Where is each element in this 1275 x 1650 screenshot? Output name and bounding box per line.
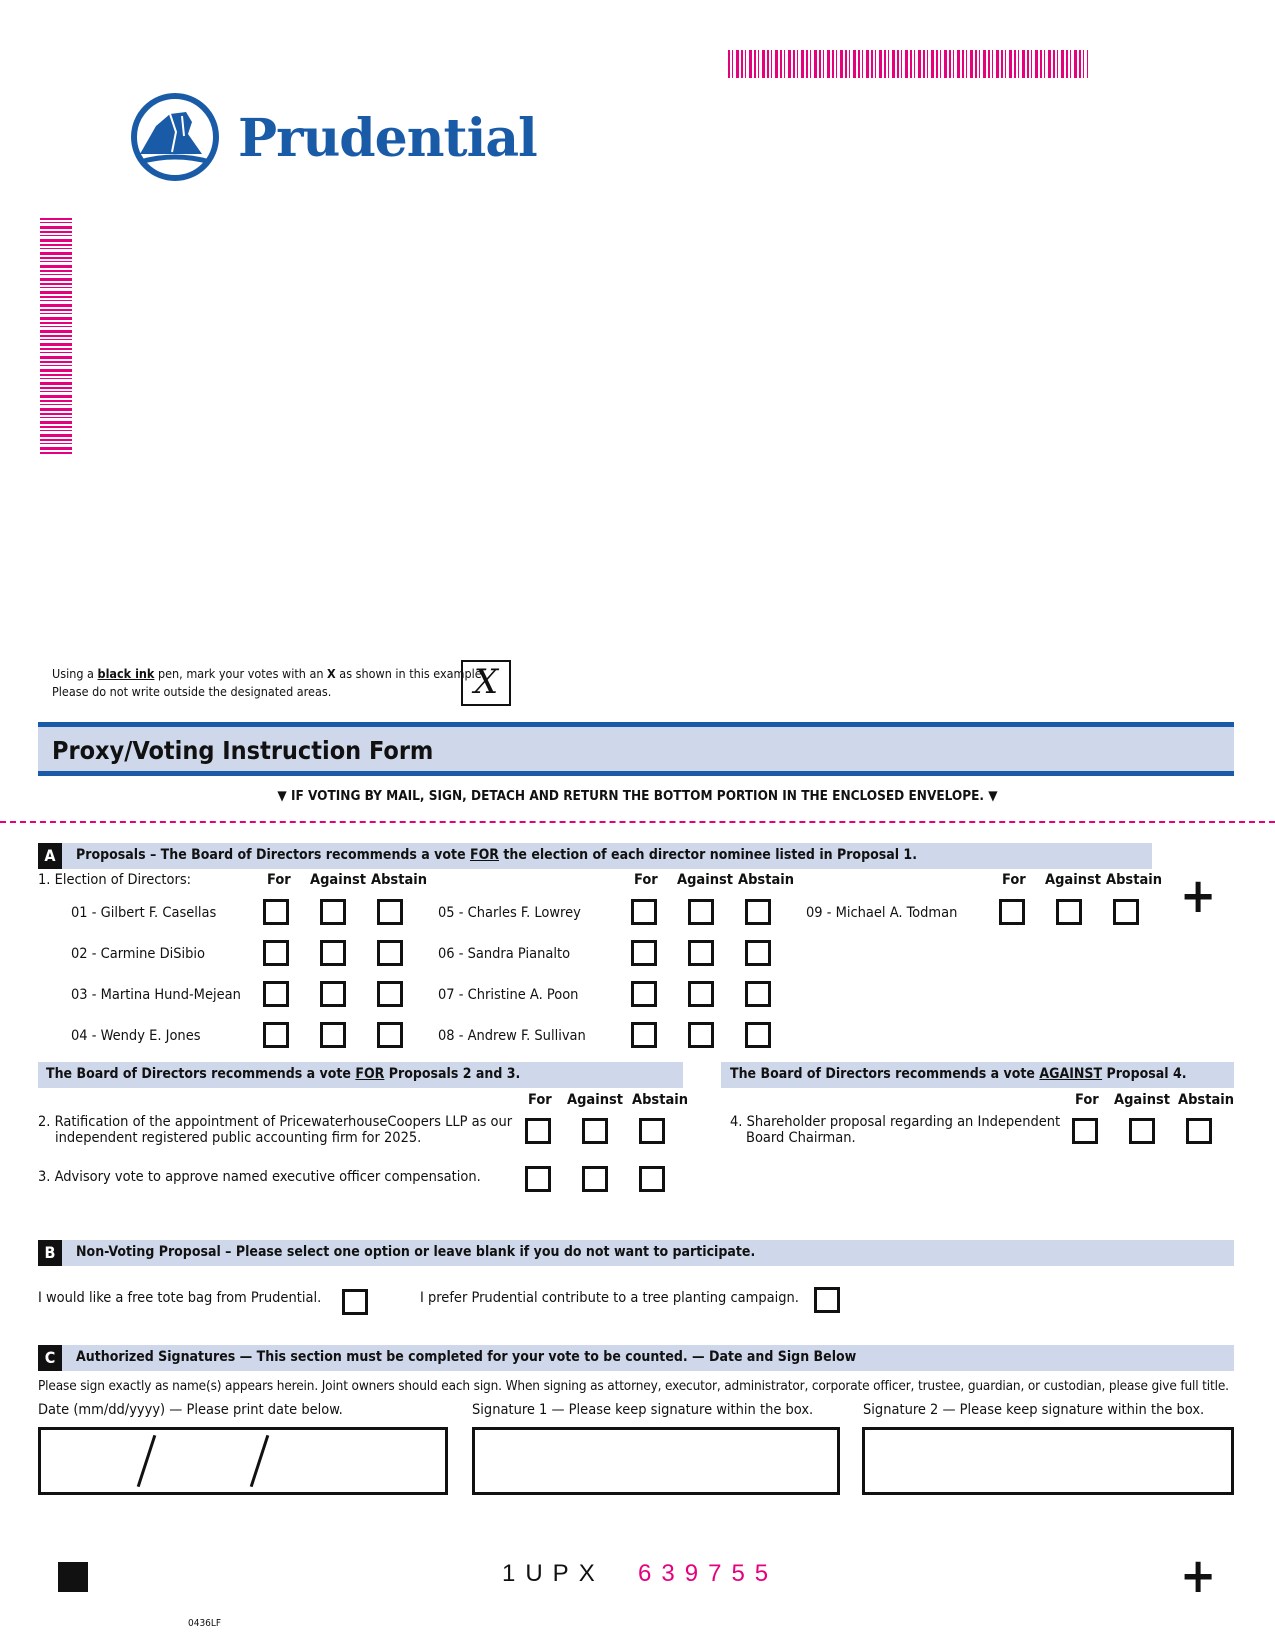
nominee-08-for-checkbox[interactable] bbox=[631, 1022, 657, 1048]
nominee-label: 02 - Carmine DiSibio bbox=[71, 946, 206, 962]
nominee-08-abstain-checkbox[interactable] bbox=[745, 1022, 771, 1048]
header-against: Against bbox=[1045, 872, 1101, 888]
header-abstain: Abstain bbox=[1106, 872, 1162, 888]
tree-planting-option-label: I prefer Prudential contribute to a tree planting campaign. bbox=[420, 1290, 799, 1306]
nominee-04-abstain-checkbox[interactable] bbox=[377, 1022, 403, 1048]
signature-1-label: Signature 1 — Please keep signature within the box. bbox=[472, 1402, 814, 1418]
tote-bag-checkbox[interactable] bbox=[342, 1289, 368, 1315]
proposal-3-against-checkbox[interactable] bbox=[582, 1166, 608, 1192]
section-b-letter: B bbox=[38, 1240, 62, 1266]
nominee-01-abstain-checkbox[interactable] bbox=[377, 899, 403, 925]
date-field[interactable] bbox=[38, 1427, 448, 1495]
header-abstain: Abstain bbox=[738, 872, 794, 888]
nominee-label: 01 - Gilbert F. Casellas bbox=[71, 905, 217, 921]
nominee-05-against-checkbox[interactable] bbox=[688, 899, 714, 925]
example-mark-box: X bbox=[461, 660, 511, 706]
nominee-01-against-checkbox[interactable] bbox=[320, 899, 346, 925]
date-label: Date (mm/dd/yyyy) — Please print date below. bbox=[38, 1402, 343, 1418]
registration-plus-icon: + bbox=[1180, 1548, 1217, 1604]
nominee-01-for-checkbox[interactable] bbox=[263, 899, 289, 925]
section-c-letter: C bbox=[38, 1345, 62, 1371]
proposal-2-abstain-checkbox[interactable] bbox=[639, 1118, 665, 1144]
proposal-2-against-checkbox[interactable] bbox=[582, 1118, 608, 1144]
down-triangle-icon: ▼ bbox=[277, 788, 287, 804]
signature-1-box[interactable] bbox=[472, 1427, 840, 1495]
section-b-heading: Non-Voting Proposal – Please select one option or leave blank if you do not want to participate. bbox=[76, 1244, 756, 1260]
marking-instructions: Using a black ink pen, mark your votes with an X as shown in this example. Please do not write outside the designated areas. bbox=[52, 666, 486, 699]
nominee-06-for-checkbox[interactable] bbox=[631, 940, 657, 966]
proposal-4-for-checkbox[interactable] bbox=[1072, 1118, 1098, 1144]
nominee-05-for-checkbox[interactable] bbox=[631, 899, 657, 925]
signature-instruction: Please sign exactly as name(s) appears herein. Joint owners should each sign. When signing as attorney, executor, administrator, corporate officer, trustee, guardian, or custodian, please give full title. bbox=[38, 1378, 1229, 1394]
nominee-09-abstain-checkbox[interactable] bbox=[1113, 899, 1139, 925]
nominee-03-abstain-checkbox[interactable] bbox=[377, 981, 403, 1007]
nominee-02-abstain-checkbox[interactable] bbox=[377, 940, 403, 966]
form-code: 0436LF bbox=[188, 1618, 222, 1629]
down-triangle-icon: ▼ bbox=[988, 788, 998, 804]
section-a-letter: A bbox=[38, 843, 62, 869]
tote-bag-option-label: I would like a free tote bag from Prudential. bbox=[38, 1290, 322, 1306]
header-for: For bbox=[528, 1092, 552, 1108]
nominee-label: 09 - Michael A. Todman bbox=[806, 905, 958, 921]
header-against: Against bbox=[1114, 1092, 1170, 1108]
nominee-06-abstain-checkbox[interactable] bbox=[745, 940, 771, 966]
proposal-4-heading: The Board of Directors recommends a vote AGAINST Proposal 4. bbox=[730, 1066, 1187, 1082]
nominee-06-against-checkbox[interactable] bbox=[688, 940, 714, 966]
registration-plus-icon: + bbox=[1180, 868, 1217, 924]
nominee-label: 05 - Charles F. Lowrey bbox=[438, 905, 581, 921]
nominee-02-for-checkbox[interactable] bbox=[263, 940, 289, 966]
header-abstain: Abstain bbox=[632, 1092, 688, 1108]
prudential-rock-logo-icon bbox=[130, 92, 220, 182]
section-c-heading: Authorized Signatures — This section must be completed for your vote to be counted. — Date and Sign Below bbox=[76, 1349, 857, 1365]
nominee-08-against-checkbox[interactable] bbox=[688, 1022, 714, 1048]
proposal-3-text: 3. Advisory vote to approve named executive officer compensation. bbox=[38, 1169, 481, 1185]
proposal-4-against-checkbox[interactable] bbox=[1129, 1118, 1155, 1144]
top-barcode bbox=[728, 50, 1088, 78]
section-a-heading: Proposals – The Board of Directors recommends a vote FOR the election of each director nominee listed in Proposal 1. bbox=[76, 847, 917, 863]
proposal-4-text: 4. Shareholder proposal regarding an Independent Board Chairman. bbox=[730, 1114, 1061, 1146]
proposal-3-abstain-checkbox[interactable] bbox=[639, 1166, 665, 1192]
tree-planting-checkbox[interactable] bbox=[814, 1287, 840, 1313]
header-abstain: Abstain bbox=[1178, 1092, 1234, 1108]
prudential-wordmark: Prudential bbox=[238, 108, 537, 169]
nominee-07-for-checkbox[interactable] bbox=[631, 981, 657, 1007]
nominee-04-against-checkbox[interactable] bbox=[320, 1022, 346, 1048]
header-abstain: Abstain bbox=[371, 872, 427, 888]
detach-line bbox=[0, 821, 1275, 823]
proposals-2-3-heading: The Board of Directors recommends a vote FOR Proposals 2 and 3. bbox=[46, 1066, 521, 1082]
nominee-07-against-checkbox[interactable] bbox=[688, 981, 714, 1007]
signature-2-box[interactable] bbox=[862, 1427, 1234, 1495]
nominee-02-against-checkbox[interactable] bbox=[320, 940, 346, 966]
nominee-09-for-checkbox[interactable] bbox=[999, 899, 1025, 925]
nominee-label: 08 - Andrew F. Sullivan bbox=[438, 1028, 586, 1044]
header-against: Against bbox=[310, 872, 366, 888]
proposal-2-for-checkbox[interactable] bbox=[525, 1118, 551, 1144]
registration-square bbox=[58, 1562, 88, 1592]
header-against: Against bbox=[567, 1092, 623, 1108]
proposal-4-abstain-checkbox[interactable] bbox=[1186, 1118, 1212, 1144]
header-against: Against bbox=[677, 872, 733, 888]
proposal-2-text: 2. Ratification of the appointment of PricewaterhouseCoopers LLP as our independent registered public accounting firm for 2025. bbox=[38, 1114, 513, 1146]
signature-2-label: Signature 2 — Please keep signature within the box. bbox=[863, 1402, 1205, 1418]
nominee-label: 07 - Christine A. Poon bbox=[438, 987, 579, 1003]
control-code: 1UPX 639755 bbox=[502, 1560, 779, 1587]
form-title: Proxy/Voting Instruction Form bbox=[52, 736, 434, 765]
nominee-03-for-checkbox[interactable] bbox=[263, 981, 289, 1007]
nominee-label: 04 - Wendy E. Jones bbox=[71, 1028, 201, 1044]
proposal-3-for-checkbox[interactable] bbox=[525, 1166, 551, 1192]
election-label: 1. Election of Directors: bbox=[38, 872, 192, 888]
header-for: For bbox=[267, 872, 291, 888]
nominee-07-abstain-checkbox[interactable] bbox=[745, 981, 771, 1007]
nominee-09-against-checkbox[interactable] bbox=[1056, 899, 1082, 925]
nominee-03-against-checkbox[interactable] bbox=[320, 981, 346, 1007]
side-barcode bbox=[40, 218, 72, 456]
header-for: For bbox=[1075, 1092, 1099, 1108]
header-for: For bbox=[1002, 872, 1026, 888]
nominee-04-for-checkbox[interactable] bbox=[263, 1022, 289, 1048]
nominee-label: 03 - Martina Hund-Mejean bbox=[71, 987, 241, 1003]
header-for: For bbox=[634, 872, 658, 888]
mail-instruction: ▼ IF VOTING BY MAIL, SIGN, DETACH AND RETURN THE BOTTOM PORTION IN THE ENCLOSED ENVELOPE. ▼ bbox=[277, 788, 998, 804]
nominee-label: 06 - Sandra Pianalto bbox=[438, 946, 571, 962]
nominee-05-abstain-checkbox[interactable] bbox=[745, 899, 771, 925]
